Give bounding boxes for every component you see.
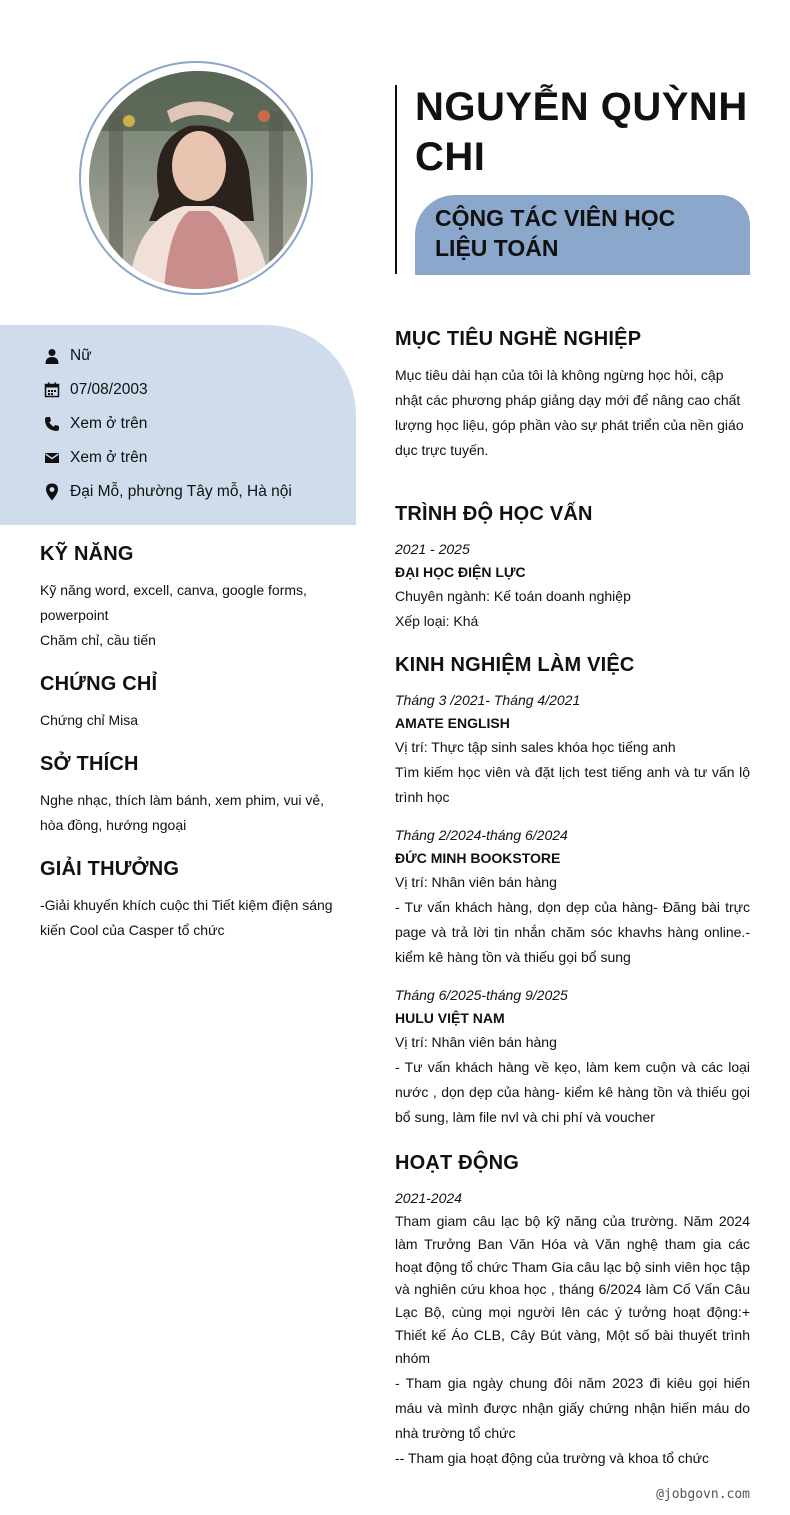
activities-section [395,1152,750,1471]
experience-position: Vị trí: Nhân viên bán hàng [395,874,557,890]
experience-position: Vị trí: Thực tập sinh sales khóa học tiếng anh [395,739,676,755]
experience-description: - Tư vấn khách hàng, dọn dẹp của hàng- Đăng bài trực page và trả lời tin nhắn chăm sóc khavhs hàng online.- kiểm kê hàng tồn và thiếu gọi bổ sung [395,899,750,965]
mail-icon [42,448,62,468]
objective-section [395,328,745,463]
skills-section [40,543,350,653]
objective-heading: MỤC TIÊU NGHỀ NGHIỆP [395,328,642,350]
education-rank: Xếp loại: Khá [395,613,479,629]
education-period: 2021 - 2025 [395,541,470,557]
awards-section [40,858,335,943]
phone-value: Xem ở trên [70,415,148,432]
experience-period: Tháng 2/2024-tháng 6/2024 [395,827,568,843]
experience-item [395,689,750,810]
address-value: Đại Mỗ, phường Tây mỗ, Hà nội [70,483,292,500]
contact-phone [42,413,147,435]
experience-position: Vị trí: Nhân viên bán hàng [395,1034,557,1050]
dob-value: 07/08/2003 [70,381,148,398]
header-divider [395,85,397,274]
calendar-icon [42,380,62,400]
skills-line: Chăm chỉ, cầu tiến [40,632,156,648]
activities-heading: HOẠT ĐỘNG [395,1152,520,1174]
experience-item [395,824,750,970]
avatar-portrait [89,71,307,289]
education-heading: TRÌNH ĐỘ HỌC VẤN [395,503,593,525]
activities-paragraph: -- Tham gia hoạt động của trường và khoa tổ chức [395,1449,710,1466]
person-icon [42,346,62,366]
experience-period: Tháng 6/2025-tháng 9/2025 [395,987,568,1003]
experience-item [395,984,750,1130]
experience-description: Tìm kiếm học viên và đặt lịch test tiếng anh và tư vấn lộ trình học [395,764,750,805]
contact-dob [42,379,148,401]
contact-address [42,481,292,503]
awards-heading: GIẢI THƯỞNG [40,858,180,880]
activities-paragraph: Tham giam câu lạc bộ kỹ năng của trường. Năm 2024 làm Trưởng Ban Văn Hóa và Văn nghệ tham gia các hoạt động tổ chức Tham Gia câu lạc bộ sinh viên học tập và nghiên cứu khoa học , tháng 6/2024 làm Cố Vấn Câu Lạc Bộ, cùng mọi người lên các ý tưởng hoạt động:+ Thiết kế Áo CLB, Cây Bút vàng, Một số bài thuyết trình nhóm [395,1213,750,1366]
education-major: Chuyên ngành: Kế toán doanh nghiệp [395,588,631,604]
experience-heading: KINH NGHIỆM LÀM VIỆC [395,654,635,676]
activities-paragraph: - Tham gia ngày chung đôi năm 2023 đi kiêu gọi hiến máu và mình được nhận giấy chứng nhận hiến máu do nhà trường tổ chức [395,1374,750,1441]
activities-period: 2021-2024 [395,1190,462,1206]
education-school: ĐẠI HỌC ĐIỆN LỰC [395,564,526,580]
certificates-text: Chứng chỉ Misa [40,712,139,728]
certificates-heading: CHỨNG CHỈ [40,673,158,695]
experience-description: - Tư vấn khách hàng về kẹo, làm kem cuộn và các loại nước , dọn dẹp của hàng- kiểm kê hàng tồn và thiếu gọi bổ sung, làm file nvl và chi phí và voucher [395,1059,750,1125]
contact-gender [42,345,92,367]
skills-heading: KỸ NĂNG [40,543,134,565]
phone-icon [42,414,62,434]
education-section [395,503,750,634]
objective-text: Mục tiêu dài hạn của tôi là không ngừng học hỏi, cập nhật các phương pháp giảng dạy mới để nâng cao chất lượng học liệu, góp phần vào sự phát triển của nền giáo dục trực tuyến. [395,367,744,458]
certificates-section [40,673,350,733]
job-title: CỘNG TÁC VIÊN HỌC LIỆU TOÁN [435,205,676,261]
role-banner [415,195,750,275]
contact-email [42,447,147,469]
hobbies-heading: SỞ THÍCH [40,753,139,775]
experience-company: AMATE ENGLISH [395,715,510,731]
awards-text: -Giải khuyến khích cuộc thi Tiết kiệm điện sáng kiến Cool của Casper tổ chức [40,897,333,938]
watermark: @jobgovn.com [656,1487,750,1502]
hobbies-text: Nghe nhạc, thích làm bánh, xem phim, vui vẻ, hòa đồng, hướng ngoại [40,792,325,833]
skills-line: Kỹ năng word, excell, canva, google forms, powerpoint [40,582,307,623]
hobbies-section [40,753,350,838]
contact-panel [0,325,356,525]
experience-company: ĐỨC MINH BOOKSTORE [395,850,561,866]
email-value: Xem ở trên [70,449,148,466]
experience-section [395,654,750,1130]
avatar [89,71,307,289]
candidate-name: NGUYỄN QUỲNH CHI [415,85,748,179]
experience-company: HULU VIỆT NAM [395,1010,505,1026]
experience-period: Tháng 3 /2021- Tháng 4/2021 [395,692,581,708]
location-pin-icon [42,482,62,502]
gender-value: Nữ [70,347,92,364]
